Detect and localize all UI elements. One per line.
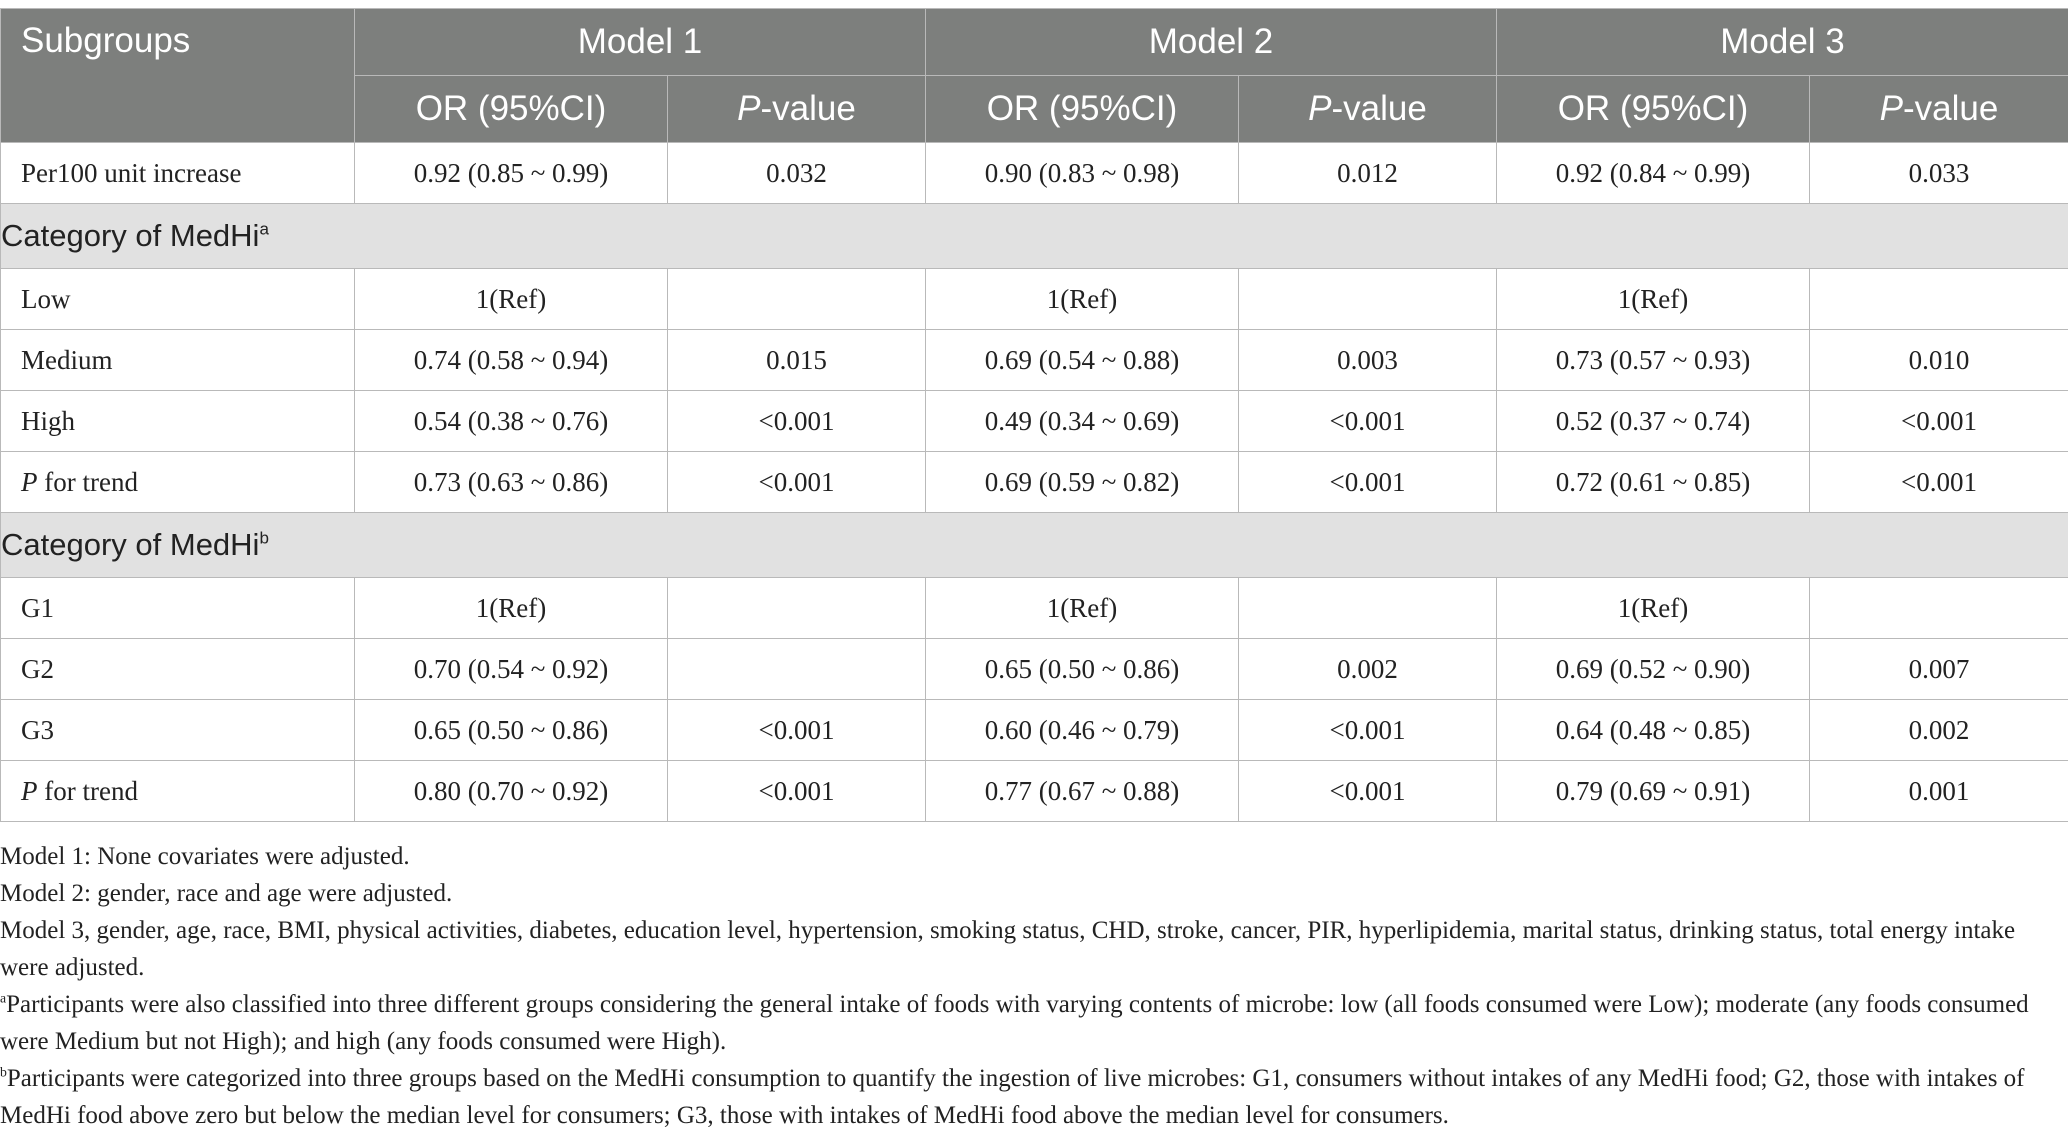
table-cell [1810, 578, 2068, 639]
table-row [1, 578, 2068, 639]
table-cell: <0.001 [668, 700, 926, 761]
table-cell [668, 269, 926, 330]
table-row [1, 143, 2068, 204]
section-header-a [1, 204, 2068, 269]
table-cell: <0.001 [1239, 700, 1497, 761]
section-title: Category of MedHi$^b$ [1, 513, 2068, 578]
table-cell: <0.001 [668, 391, 926, 452]
table-cell: <0.001 [1239, 452, 1497, 513]
row-label: High [1, 391, 355, 452]
table-cell: <0.001 [668, 452, 926, 513]
table-cell: 1(Ref) [926, 578, 1239, 639]
note-model-1: Model 1: None covariates were adjusted. [0, 843, 410, 870]
or-header: OR (95%CI) [355, 76, 668, 143]
table-cell: 1(Ref) [1497, 269, 1810, 330]
table-cell: 0.64 (0.48 ~ 0.85) [1497, 700, 1810, 761]
row-label: G1 [1, 578, 355, 639]
section-title: Category of MedHi$^a$ [1, 204, 2068, 269]
table-cell: 0.90 (0.83 ~ 0.98) [926, 143, 1239, 204]
note-b: $^b$Participants were categorized into three groups based on the MedHi consumption to quantify the ingestion of live microbes: G1, consumers without intakes of any MedHi food; G2, those with intakes of MedHi food above zero but below the median level for consumers; G3, those with intakes of MedHi food above the median level for consumers. [0, 1064, 2025, 1129]
subgroups-header: Subgroups [1, 9, 355, 143]
table-cell: <0.001 [1239, 391, 1497, 452]
table-cell [1239, 269, 1497, 330]
table-cell: 0.003 [1239, 330, 1497, 391]
table-cell: 0.60 (0.46 ~ 0.79) [926, 700, 1239, 761]
table-cell: 0.033 [1810, 143, 2068, 204]
section-header-b [1, 513, 2068, 578]
table-cell: 0.65 (0.50 ~ 0.86) [926, 639, 1239, 700]
table-cell: 0.49 (0.34 ~ 0.69) [926, 391, 1239, 452]
row-label: Medium [1, 330, 355, 391]
note-model-2: Model 2: gender, race and age were adjusted. [0, 880, 453, 907]
table-cell: 1(Ref) [1497, 578, 1810, 639]
table-row [1, 700, 2068, 761]
note-model-3: Model 3, gender, age, race, BMI, physical activities, diabetes, education level, hypertension, smoking status, CHD, stroke, cancer, PIR, hyperlipidemia, marital status, drinking status, total energy intake were adjusted. [0, 917, 2016, 981]
table-row [1, 330, 2068, 391]
row-label: Per100 unit increase [1, 143, 355, 204]
row-label: G2 [1, 639, 355, 700]
p-value-header: P-value [668, 76, 926, 143]
table-cell: 0.032 [668, 143, 926, 204]
table-cell [668, 578, 926, 639]
table-cell [1239, 578, 1497, 639]
p-value-header: P-value [1239, 76, 1497, 143]
table-cell: <0.001 [1239, 761, 1497, 822]
table-cell: 0.69 (0.52 ~ 0.90) [1497, 639, 1810, 700]
table-cell: 0.010 [1810, 330, 2068, 391]
table-cell: 1(Ref) [355, 578, 668, 639]
table-row-trend [1, 452, 2068, 513]
table-cell: 0.002 [1810, 700, 2068, 761]
table-row-trend [1, 761, 2068, 822]
or-header: OR (95%CI) [926, 76, 1239, 143]
table-cell: 0.65 (0.50 ~ 0.86) [355, 700, 668, 761]
model-1-header: Model 1 [355, 9, 926, 76]
row-label: G3 [1, 700, 355, 761]
p-value-header: P-value [1810, 76, 2068, 143]
table-cell: 0.001 [1810, 761, 2068, 822]
table-cell: 0.80 (0.70 ~ 0.92) [355, 761, 668, 822]
table-cell: 0.52 (0.37 ~ 0.74) [1497, 391, 1810, 452]
table-row [1, 269, 2068, 330]
table-cell: 0.74 (0.58 ~ 0.94) [355, 330, 668, 391]
note-a: $^a$Participants were also classified into three different groups considering the general intake of foods with varying contents of microbe: low (all foods consumed were Low); moderate (any foods consumed were Medium but not High); and high (any foods consumed were High). [0, 990, 2029, 1055]
table-cell: 1(Ref) [926, 269, 1239, 330]
table-cell: <0.001 [668, 761, 926, 822]
header-row-models [1, 9, 2068, 76]
or-header: OR (95%CI) [1497, 76, 1810, 143]
table-cell: 0.007 [1810, 639, 2068, 700]
table-cell: 0.015 [668, 330, 926, 391]
table-cell: 0.92 (0.85 ~ 0.99) [355, 143, 668, 204]
table-row [1, 639, 2068, 700]
table-row [1, 391, 2068, 452]
table-cell [1810, 269, 2068, 330]
row-label: P for trend [1, 761, 355, 822]
model-3-header: Model 3 [1497, 9, 2068, 76]
table-cell: 1(Ref) [355, 269, 668, 330]
table-cell: 0.72 (0.61 ~ 0.85) [1497, 452, 1810, 513]
table-cell: 0.002 [1239, 639, 1497, 700]
table-cell: 0.92 (0.84 ~ 0.99) [1497, 143, 1810, 204]
table-cell: 0.69 (0.54 ~ 0.88) [926, 330, 1239, 391]
results-table-container [0, 8, 2068, 822]
table-cell: 0.70 (0.54 ~ 0.92) [355, 639, 668, 700]
table-cell: 0.012 [1239, 143, 1497, 204]
table-cell [668, 639, 926, 700]
table-cell: 0.77 (0.67 ~ 0.88) [926, 761, 1239, 822]
table-cell: 0.54 (0.38 ~ 0.76) [355, 391, 668, 452]
table-cell: <0.001 [1810, 391, 2068, 452]
table-cell: 0.79 (0.69 ~ 0.91) [1497, 761, 1810, 822]
table-cell: <0.001 [1810, 452, 2068, 513]
table-cell: 0.69 (0.59 ~ 0.82) [926, 452, 1239, 513]
table-cell: 0.73 (0.63 ~ 0.86) [355, 452, 668, 513]
table-footnotes [0, 838, 2068, 1134]
results-table [0, 8, 2068, 822]
model-2-header: Model 2 [926, 9, 1497, 76]
row-label: Low [1, 269, 355, 330]
table-cell: 0.73 (0.57 ~ 0.93) [1497, 330, 1810, 391]
row-label: P for trend [1, 452, 355, 513]
